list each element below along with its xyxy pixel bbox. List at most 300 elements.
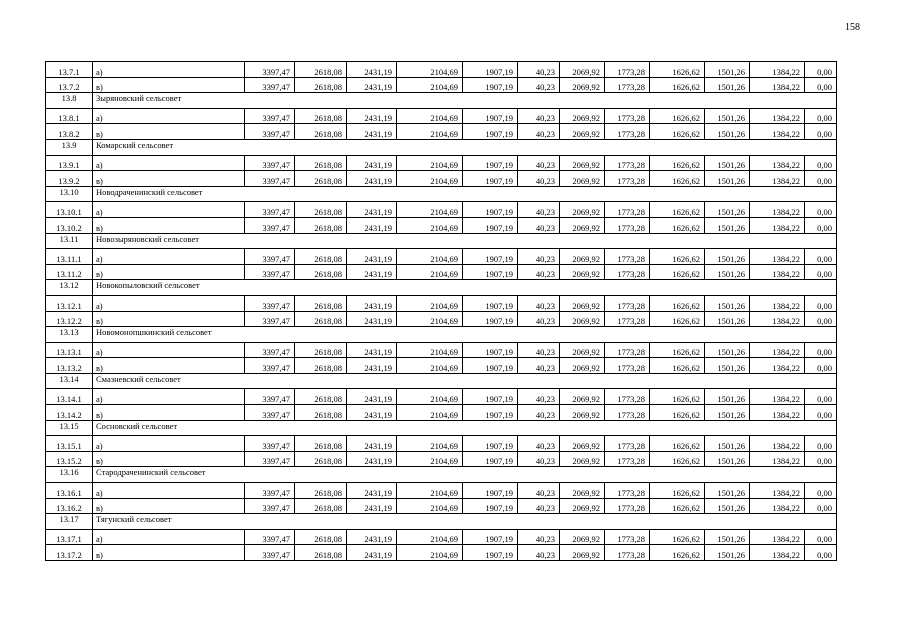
value-cell: 40,23 (518, 436, 560, 452)
value-cell: 0,00 (805, 217, 837, 233)
value-cell: 2431,19 (347, 295, 397, 311)
section-code: 13.9 (46, 139, 93, 155)
section-row (46, 280, 837, 296)
value-cell: 1501,26 (705, 311, 750, 327)
value-cell: 2431,19 (347, 124, 397, 140)
value-cell: 2069,92 (560, 249, 605, 265)
value-cell: 2104,69 (397, 62, 463, 78)
value-cell: 1773,28 (605, 171, 650, 187)
value-cell: 2618,08 (295, 545, 347, 561)
value-cell: 2431,19 (347, 358, 397, 374)
value-cell: 2104,69 (397, 77, 463, 93)
value-cell: 1907,19 (463, 62, 518, 78)
value-cell: 3397,47 (245, 295, 295, 311)
value-cell: 1773,28 (605, 264, 650, 280)
value-cell: 1907,19 (463, 389, 518, 405)
value-cell: 1907,19 (463, 155, 518, 171)
value-cell: 2431,19 (347, 545, 397, 561)
value-cell: 2431,19 (347, 498, 397, 514)
table-row (46, 264, 837, 280)
table-row (46, 77, 837, 93)
value-cell: 1384,22 (750, 342, 805, 358)
value-cell: 1773,28 (605, 545, 650, 561)
value-cell: 0,00 (805, 62, 837, 78)
value-cell: 1773,28 (605, 124, 650, 140)
value-cell: 2069,92 (560, 498, 605, 514)
row-code: 13.8.2 (46, 124, 93, 140)
table-row (46, 545, 837, 561)
value-cell: 1626,62 (650, 358, 705, 374)
value-cell: 1501,26 (705, 529, 750, 545)
section-name: Зыряновский сельсовет (93, 93, 837, 109)
value-cell: 1626,62 (650, 451, 705, 467)
table-row (46, 529, 837, 545)
value-cell: 2431,19 (347, 264, 397, 280)
value-cell: 2618,08 (295, 311, 347, 327)
value-cell: 1773,28 (605, 249, 650, 265)
value-cell: 2431,19 (347, 155, 397, 171)
value-cell: 0,00 (805, 483, 837, 499)
section-row (46, 93, 837, 109)
value-cell: 2104,69 (397, 249, 463, 265)
value-cell: 2431,19 (347, 171, 397, 187)
row-label: в) (93, 358, 245, 374)
value-cell: 1773,28 (605, 202, 650, 218)
value-cell: 1907,19 (463, 264, 518, 280)
value-cell: 1384,22 (750, 249, 805, 265)
section-code: 13.14 (46, 373, 93, 389)
value-cell: 0,00 (805, 202, 837, 218)
value-cell: 1626,62 (650, 202, 705, 218)
value-cell: 40,23 (518, 155, 560, 171)
value-cell: 1501,26 (705, 202, 750, 218)
value-cell: 2104,69 (397, 295, 463, 311)
value-cell: 0,00 (805, 545, 837, 561)
value-cell: 1907,19 (463, 358, 518, 374)
value-cell: 40,23 (518, 405, 560, 421)
value-cell: 1907,19 (463, 77, 518, 93)
value-cell: 1501,26 (705, 483, 750, 499)
value-cell: 2618,08 (295, 342, 347, 358)
value-cell: 2104,69 (397, 264, 463, 280)
row-label: а) (93, 295, 245, 311)
value-cell: 1907,19 (463, 108, 518, 124)
section-code: 13.13 (46, 327, 93, 343)
value-cell: 2431,19 (347, 108, 397, 124)
value-cell: 2069,92 (560, 451, 605, 467)
value-cell: 1384,22 (750, 264, 805, 280)
value-cell: 1773,28 (605, 358, 650, 374)
row-code: 13.9.1 (46, 155, 93, 171)
section-name: Новодраченинский сельсовет (93, 186, 837, 202)
value-cell: 40,23 (518, 249, 560, 265)
value-cell: 2618,08 (295, 155, 347, 171)
row-code: 13.7.2 (46, 77, 93, 93)
row-code: 13.13.2 (46, 358, 93, 374)
value-cell: 2104,69 (397, 436, 463, 452)
table-row (46, 124, 837, 140)
row-code: 13.11.2 (46, 264, 93, 280)
value-cell: 40,23 (518, 202, 560, 218)
row-label: в) (93, 498, 245, 514)
value-cell: 1773,28 (605, 217, 650, 233)
table-row (46, 249, 837, 265)
section-row (46, 139, 837, 155)
value-cell: 40,23 (518, 264, 560, 280)
value-cell: 1907,19 (463, 342, 518, 358)
value-cell: 1626,62 (650, 249, 705, 265)
section-name: Новокопыловский сельсовет (93, 280, 837, 296)
value-cell: 3397,47 (245, 155, 295, 171)
row-label: а) (93, 155, 245, 171)
table-row (46, 389, 837, 405)
value-cell: 1907,19 (463, 483, 518, 499)
value-cell: 3397,47 (245, 405, 295, 421)
value-cell: 3397,47 (245, 483, 295, 499)
row-code: 13.15.2 (46, 451, 93, 467)
value-cell: 40,23 (518, 389, 560, 405)
value-cell: 2431,19 (347, 311, 397, 327)
row-label: а) (93, 342, 245, 358)
value-cell: 2618,08 (295, 124, 347, 140)
section-name: Смазневский сельсовет (93, 373, 837, 389)
section-name: Новомонопшкинский сельсовет (93, 327, 837, 343)
section-code: 13.12 (46, 280, 93, 296)
value-cell: 2431,19 (347, 249, 397, 265)
value-cell: 1907,19 (463, 405, 518, 421)
value-cell: 3397,47 (245, 436, 295, 452)
row-label: в) (93, 171, 245, 187)
value-cell: 1501,26 (705, 62, 750, 78)
value-cell: 2618,08 (295, 389, 347, 405)
value-cell: 2618,08 (295, 483, 347, 499)
value-cell: 1501,26 (705, 108, 750, 124)
value-cell: 2618,08 (295, 171, 347, 187)
table-row (46, 311, 837, 327)
value-cell: 2618,08 (295, 295, 347, 311)
value-cell: 2104,69 (397, 202, 463, 218)
value-cell: 1907,19 (463, 498, 518, 514)
value-cell: 2069,92 (560, 108, 605, 124)
value-cell: 2104,69 (397, 498, 463, 514)
value-cell: 0,00 (805, 451, 837, 467)
row-code: 13.7.1 (46, 62, 93, 78)
value-cell: 2104,69 (397, 529, 463, 545)
value-cell: 1626,62 (650, 498, 705, 514)
value-cell: 1384,22 (750, 108, 805, 124)
row-label: в) (93, 545, 245, 561)
value-cell: 2104,69 (397, 358, 463, 374)
value-cell: 2618,08 (295, 498, 347, 514)
value-cell: 3397,47 (245, 498, 295, 514)
value-cell: 2618,08 (295, 529, 347, 545)
value-cell: 2104,69 (397, 108, 463, 124)
value-cell: 0,00 (805, 295, 837, 311)
section-row (46, 467, 837, 483)
table-row (46, 217, 837, 233)
value-cell: 2618,08 (295, 264, 347, 280)
value-cell: 1626,62 (650, 217, 705, 233)
value-cell: 0,00 (805, 264, 837, 280)
value-cell: 3397,47 (245, 108, 295, 124)
section-code: 13.15 (46, 420, 93, 436)
value-cell: 40,23 (518, 529, 560, 545)
value-cell: 2069,92 (560, 405, 605, 421)
value-cell: 1384,22 (750, 451, 805, 467)
value-cell: 1501,26 (705, 249, 750, 265)
row-label: а) (93, 529, 245, 545)
value-cell: 2069,92 (560, 436, 605, 452)
value-cell: 1773,28 (605, 451, 650, 467)
value-cell: 2618,08 (295, 62, 347, 78)
row-label: а) (93, 436, 245, 452)
section-name: Новозыряновский сельсовет (93, 233, 837, 249)
value-cell: 1907,19 (463, 311, 518, 327)
row-code: 13.14.1 (46, 389, 93, 405)
row-label: в) (93, 311, 245, 327)
value-cell: 1626,62 (650, 311, 705, 327)
value-cell: 40,23 (518, 77, 560, 93)
value-cell: 3397,47 (245, 124, 295, 140)
value-cell: 1384,22 (750, 171, 805, 187)
value-cell: 40,23 (518, 62, 560, 78)
value-cell: 2431,19 (347, 77, 397, 93)
value-cell: 2431,19 (347, 62, 397, 78)
value-cell: 1773,28 (605, 295, 650, 311)
value-cell: 1626,62 (650, 155, 705, 171)
value-cell: 3397,47 (245, 62, 295, 78)
value-cell: 1626,62 (650, 483, 705, 499)
value-cell: 40,23 (518, 358, 560, 374)
section-code: 13.10 (46, 186, 93, 202)
value-cell: 1384,22 (750, 217, 805, 233)
value-cell: 2069,92 (560, 202, 605, 218)
row-code: 13.14.2 (46, 405, 93, 421)
row-label: в) (93, 451, 245, 467)
value-cell: 2431,19 (347, 483, 397, 499)
value-cell: 1626,62 (650, 295, 705, 311)
value-cell: 2069,92 (560, 311, 605, 327)
value-cell: 1384,22 (750, 311, 805, 327)
value-cell: 1773,28 (605, 155, 650, 171)
value-cell: 1384,22 (750, 155, 805, 171)
table-row (46, 342, 837, 358)
row-code: 13.12.1 (46, 295, 93, 311)
value-cell: 40,23 (518, 171, 560, 187)
value-cell: 2618,08 (295, 405, 347, 421)
table-row (46, 295, 837, 311)
value-cell: 1501,26 (705, 217, 750, 233)
value-cell: 1501,26 (705, 295, 750, 311)
row-label: в) (93, 77, 245, 93)
row-code: 13.17.2 (46, 545, 93, 561)
value-cell: 3397,47 (245, 77, 295, 93)
value-cell: 0,00 (805, 171, 837, 187)
value-cell: 40,23 (518, 217, 560, 233)
value-cell: 1501,26 (705, 358, 750, 374)
value-cell: 1626,62 (650, 171, 705, 187)
value-cell: 1384,22 (750, 358, 805, 374)
value-cell: 1773,28 (605, 498, 650, 514)
value-cell: 1773,28 (605, 405, 650, 421)
value-cell: 2431,19 (347, 202, 397, 218)
value-cell: 2618,08 (295, 358, 347, 374)
value-cell: 1907,19 (463, 529, 518, 545)
value-cell: 1626,62 (650, 545, 705, 561)
value-cell: 1384,22 (750, 77, 805, 93)
value-cell: 2104,69 (397, 124, 463, 140)
value-cell: 40,23 (518, 295, 560, 311)
value-cell: 2104,69 (397, 405, 463, 421)
value-cell: 2431,19 (347, 405, 397, 421)
value-cell: 1384,22 (750, 498, 805, 514)
value-cell: 1626,62 (650, 529, 705, 545)
value-cell: 1384,22 (750, 405, 805, 421)
table-body (46, 62, 837, 561)
value-cell: 1384,22 (750, 483, 805, 499)
row-label: а) (93, 483, 245, 499)
value-cell: 3397,47 (245, 529, 295, 545)
value-cell: 0,00 (805, 389, 837, 405)
value-cell: 3397,47 (245, 358, 295, 374)
value-cell: 1501,26 (705, 498, 750, 514)
row-code: 13.12.2 (46, 311, 93, 327)
value-cell: 2069,92 (560, 62, 605, 78)
row-label: в) (93, 405, 245, 421)
value-cell: 1384,22 (750, 436, 805, 452)
value-cell: 2069,92 (560, 217, 605, 233)
value-cell: 0,00 (805, 342, 837, 358)
value-cell: 40,23 (518, 483, 560, 499)
value-cell: 1626,62 (650, 264, 705, 280)
value-cell: 0,00 (805, 529, 837, 545)
value-cell: 1773,28 (605, 529, 650, 545)
table-row (46, 405, 837, 421)
row-code: 13.15.1 (46, 436, 93, 452)
value-cell: 40,23 (518, 342, 560, 358)
value-cell: 3397,47 (245, 264, 295, 280)
value-cell: 0,00 (805, 405, 837, 421)
value-cell: 2618,08 (295, 217, 347, 233)
value-cell: 1501,26 (705, 124, 750, 140)
row-code: 13.13.1 (46, 342, 93, 358)
value-cell: 2104,69 (397, 311, 463, 327)
value-cell: 1384,22 (750, 389, 805, 405)
table-row (46, 202, 837, 218)
row-code: 13.17.1 (46, 529, 93, 545)
value-cell: 2069,92 (560, 342, 605, 358)
value-cell: 1773,28 (605, 436, 650, 452)
value-cell: 1907,19 (463, 295, 518, 311)
value-cell: 2431,19 (347, 217, 397, 233)
tariff-table (45, 61, 837, 561)
value-cell: 1626,62 (650, 62, 705, 78)
value-cell: 1626,62 (650, 436, 705, 452)
value-cell: 2104,69 (397, 389, 463, 405)
value-cell: 2069,92 (560, 171, 605, 187)
row-label: а) (93, 249, 245, 265)
section-row (46, 373, 837, 389)
value-cell: 1501,26 (705, 436, 750, 452)
value-cell: 2431,19 (347, 342, 397, 358)
value-cell: 3397,47 (245, 545, 295, 561)
value-cell: 2069,92 (560, 358, 605, 374)
value-cell: 2069,92 (560, 389, 605, 405)
value-cell: 1501,26 (705, 77, 750, 93)
value-cell: 2069,92 (560, 77, 605, 93)
value-cell: 2069,92 (560, 155, 605, 171)
section-row (46, 420, 837, 436)
value-cell: 3397,47 (245, 389, 295, 405)
row-code: 13.10.2 (46, 217, 93, 233)
section-row (46, 233, 837, 249)
section-row (46, 186, 837, 202)
value-cell: 1907,19 (463, 545, 518, 561)
value-cell: 0,00 (805, 124, 837, 140)
value-cell: 1501,26 (705, 389, 750, 405)
row-code: 13.10.1 (46, 202, 93, 218)
value-cell: 2104,69 (397, 171, 463, 187)
section-code: 13.16 (46, 467, 93, 483)
table-row (46, 498, 837, 514)
value-cell: 40,23 (518, 108, 560, 124)
value-cell: 1907,19 (463, 436, 518, 452)
value-cell: 0,00 (805, 311, 837, 327)
value-cell: 2104,69 (397, 155, 463, 171)
value-cell: 40,23 (518, 311, 560, 327)
value-cell: 2431,19 (347, 389, 397, 405)
value-cell: 2069,92 (560, 264, 605, 280)
value-cell: 2069,92 (560, 483, 605, 499)
row-code: 13.16.1 (46, 483, 93, 499)
table-row (46, 436, 837, 452)
value-cell: 40,23 (518, 124, 560, 140)
value-cell: 1384,22 (750, 202, 805, 218)
value-cell: 1773,28 (605, 62, 650, 78)
value-cell: 3397,47 (245, 171, 295, 187)
value-cell: 2618,08 (295, 436, 347, 452)
value-cell: 2618,08 (295, 202, 347, 218)
value-cell: 3397,47 (245, 342, 295, 358)
value-cell: 1907,19 (463, 171, 518, 187)
table-row (46, 108, 837, 124)
value-cell: 2069,92 (560, 295, 605, 311)
value-cell: 1907,19 (463, 217, 518, 233)
table-row (46, 171, 837, 187)
value-cell: 3397,47 (245, 311, 295, 327)
row-label: а) (93, 108, 245, 124)
value-cell: 0,00 (805, 358, 837, 374)
value-cell: 1384,22 (750, 124, 805, 140)
value-cell: 2069,92 (560, 545, 605, 561)
value-cell: 1384,22 (750, 545, 805, 561)
row-label: а) (93, 202, 245, 218)
value-cell: 1626,62 (650, 405, 705, 421)
value-cell: 1501,26 (705, 264, 750, 280)
value-cell: 40,23 (518, 498, 560, 514)
value-cell: 1773,28 (605, 342, 650, 358)
value-cell: 1907,19 (463, 451, 518, 467)
value-cell: 1626,62 (650, 77, 705, 93)
section-code: 13.11 (46, 233, 93, 249)
section-name: Комарский сельсовет (93, 139, 837, 155)
value-cell: 0,00 (805, 436, 837, 452)
section-row (46, 327, 837, 343)
section-name: Стародраченинский сельсовет (93, 467, 837, 483)
value-cell: 1773,28 (605, 108, 650, 124)
value-cell: 1384,22 (750, 62, 805, 78)
value-cell: 1384,22 (750, 295, 805, 311)
